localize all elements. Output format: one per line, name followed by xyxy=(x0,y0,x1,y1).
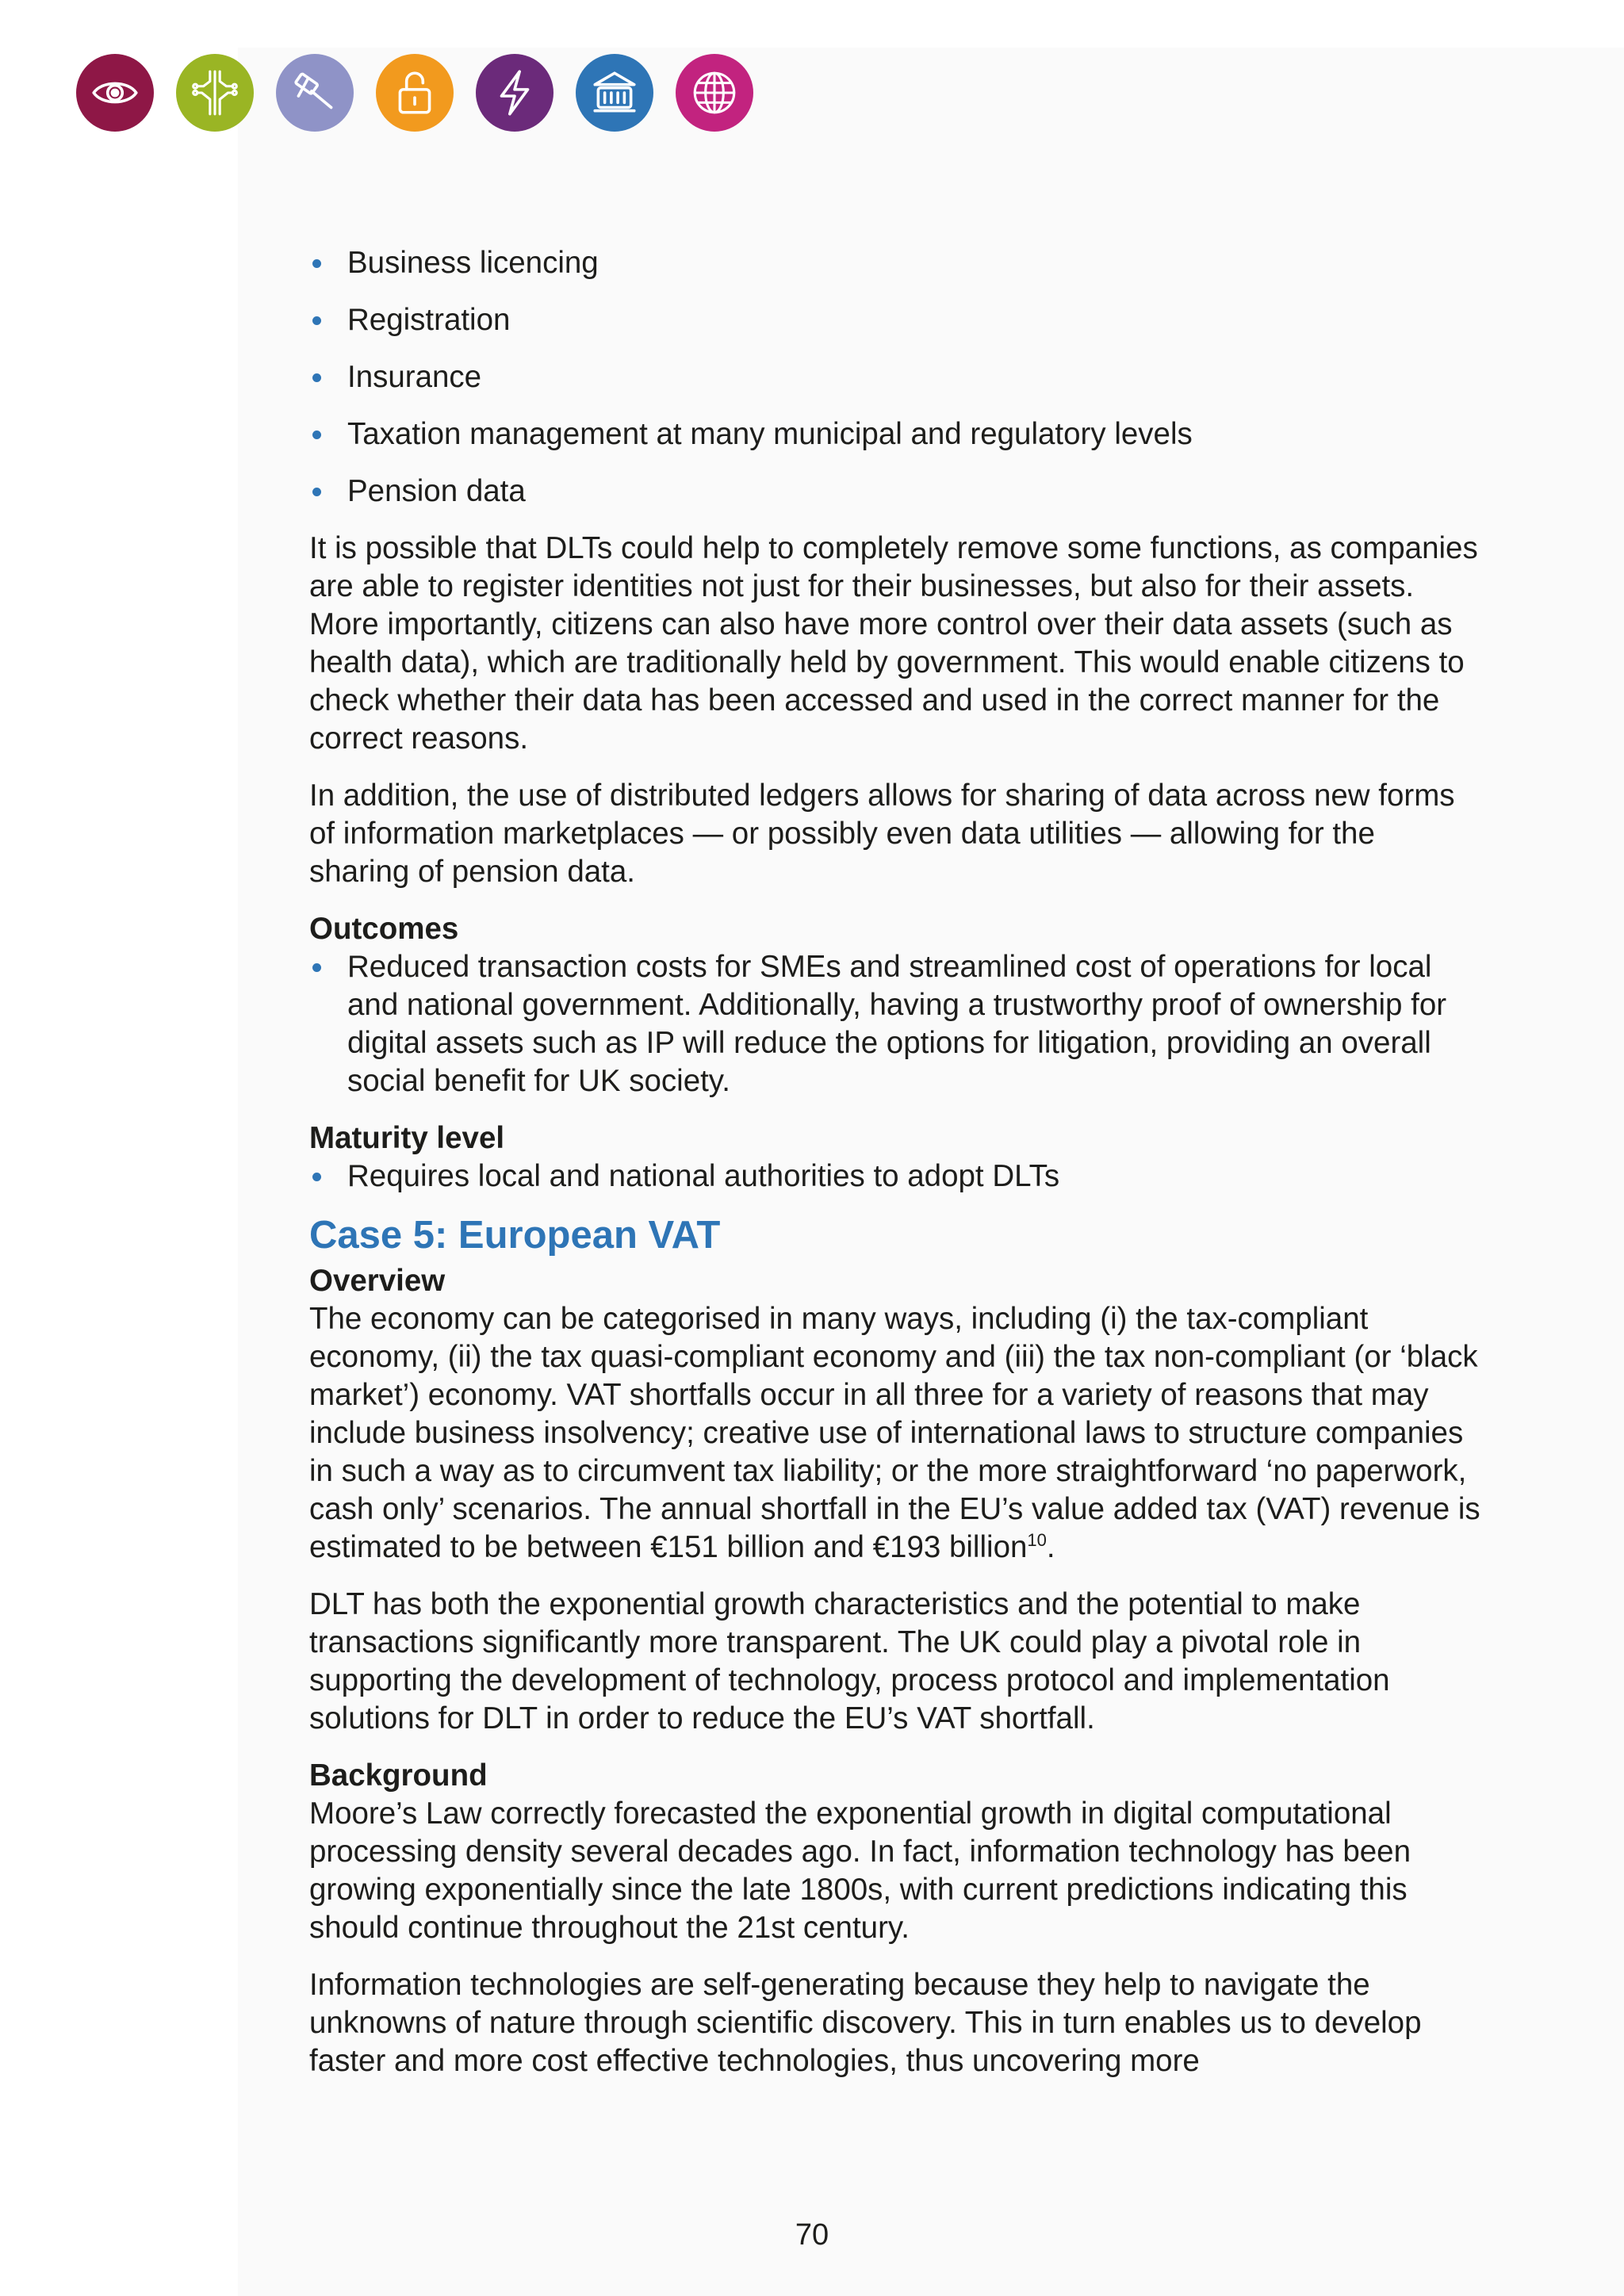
globe-icon xyxy=(676,54,753,132)
main-content xyxy=(309,244,1483,2080)
paragraph-information-technologies: Information technologies are self-generating because they help to navigate the unknowns of nature through scientific discovery. This in turn enables us to develop faster and more cost effective technologies, thus uncovering more xyxy=(309,1968,1422,2078)
maturity-heading: Maturity level xyxy=(309,1121,505,1155)
maturity-list xyxy=(309,1158,1483,1196)
padlock-icon xyxy=(376,54,454,132)
eye-icon xyxy=(76,54,154,132)
overview-heading: Overview xyxy=(309,1264,446,1298)
background-paragraph: Moore’s Law correctly forecasted the exponential growth in digital computational processing density several decades ago. In fact, information technology has been growing exponentially since the late 1800s, with current predictions indicating this should continue throughout the 21st century. xyxy=(309,1797,1411,1945)
outcomes-list xyxy=(309,948,1483,1100)
background-heading: Background xyxy=(309,1758,488,1793)
list-item: Insurance xyxy=(309,358,1483,396)
overview-end: . xyxy=(1046,1530,1055,1564)
lightning-icon xyxy=(476,54,553,132)
paragraph-distributed-ledgers: In addition, the use of distributed ledgers allows for sharing of data across new forms of information marketplaces — or possibly even data utilities — allowing for the sharing of pension data. xyxy=(309,779,1455,889)
paragraph-dlt-transparency: DLT has both the exponential growth characteristics and the potential to make transactions significantly more transparent. The UK could play a pivotal role in supporting the development of technology, process protocol and implementation solutions for DLT in order to reduce the EU’s VAT shortfall. xyxy=(309,1587,1390,1735)
institution-icon xyxy=(576,54,653,132)
list-item: Business licencing xyxy=(309,244,1483,282)
case-5-title: Case 5: European VAT xyxy=(309,1214,721,1257)
page-number: 70 xyxy=(795,2218,829,2252)
list-item: Taxation management at many municipal and regulatory levels xyxy=(309,415,1483,453)
list-item: Pension data xyxy=(309,473,1483,511)
list-item: Registration xyxy=(309,301,1483,339)
paragraph-dlt-functions: It is possible that DLTs could help to completely remove some functions, as companies are able to register identities not just for their businesses, but also for their assets. More importantly, citizens can also have more control over their data assets (such as health data), which are traditionally held by government. This would enable citizens to check whether their data has been accessed and used in the correct manner for the correct reasons. xyxy=(309,531,1478,756)
gavel-icon xyxy=(276,54,354,132)
outcomes-heading: Outcomes xyxy=(309,912,459,946)
overview-paragraph xyxy=(309,1300,1483,1567)
overview-text: The economy can be categorised in many ways, including (i) the tax-compliant economy, (ii) the tax quasi-compliant economy and (iii) the tax non-compliant (or ‘black market’) economy. VAT shortfalls occur in all three for a variety of reasons that may include business insolvency; creative use of international laws to structure companies in such a way as to circumvent tax liability; or the more straightforward ‘no paperwork, cash only’ scenarios. The annual shortfall in the EU’s value added tax (VAT) revenue is estimated to be between €151 billion and €193 billion xyxy=(309,1302,1480,1564)
theme-icon-row xyxy=(76,54,753,132)
circuit-icon xyxy=(176,54,254,132)
footnote-reference: 10 xyxy=(1027,1530,1047,1551)
intro-bullet-list xyxy=(309,244,1483,511)
list-item: Reduced transaction costs for SMEs and streamlined cost of operations for local and national government. Additionally, having a trustworthy proof of ownership for digital assets such as IP will reduce the options for litigation, providing an overall social benefit for UK society. xyxy=(309,948,1483,1100)
list-item: Requires local and national authorities to adopt DLTs xyxy=(309,1158,1483,1196)
